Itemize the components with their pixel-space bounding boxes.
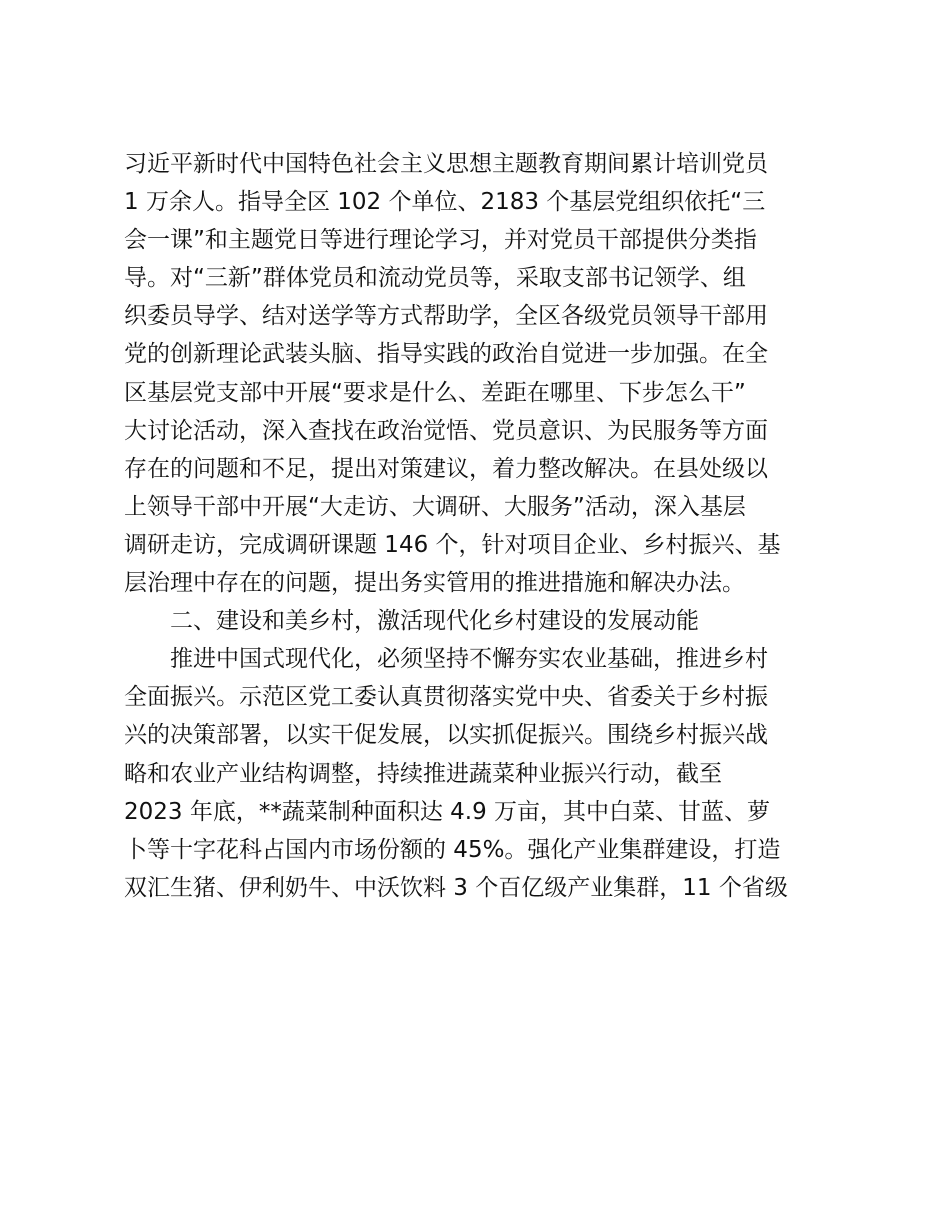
section-heading: 二、建设和美乡村，激活现代化乡村建设的发展动能 (170, 608, 699, 635)
text-line: 推进中国式现代化，必须坚持不懈夯实农业基础，推进乡村 (170, 646, 768, 673)
paragraph-party-training (124, 145, 844, 602)
text-line: 党的创新理论武装头脑、指导实践的政治自觉进一步加强。在全 (124, 341, 768, 368)
document-body (124, 145, 844, 907)
text-line: 略和农业产业结构调整，持续推进蔬菜种业振兴行动，截至 (124, 760, 722, 787)
text-line: 会一课”和主题党日等进行理论学习，并对党员干部提供分类指 (124, 227, 757, 254)
text-line: 习近平新时代中国特色社会主义思想主题教育期间累计培训党员 (124, 151, 768, 177)
text-line: 调研走访，完成调研课题 146 个，针对项目企业、乡村振兴、基 (124, 531, 781, 558)
text-line: 区基层党支部中开展“要求是什么、差距在哪里、下步怎么干” (124, 379, 746, 406)
text-line: 1 万余人。指导全区 102 个单位、2183 个基层党组织依托“三 (124, 189, 766, 216)
text-line: 卜等十字花科占国内市场份额的 45%。强化产业集群建设，打造 (124, 836, 781, 863)
text-line: 兴的决策部署，以实干促发展，以实抓促振兴。围绕乡村振兴战 (124, 722, 768, 749)
text-line: 大讨论活动，深入查找在政治觉悟、党员意识、为民服务等方面 (124, 417, 768, 444)
text-line: 上领导干部中开展“大走访、大调研、大服务”活动，深入基层 (124, 493, 746, 520)
text-line: 双汇生猪、伊利奶牛、中沃饮料 3 个百亿级产业集群，11 个省级 (124, 874, 788, 901)
text-line: 2023 年底，**蔬菜制种面积达 4.9 万亩，其中白菜、甘蓝、萝 (124, 798, 771, 825)
text-line: 导。对“三新”群体党员和流动党员等，采取支部书记领学、组 (124, 265, 746, 292)
text-line: 全面振兴。示范区党工委认真贯彻落实党中央、省委关于乡村振 (124, 684, 768, 711)
text-line: 层治理中存在的问题，提出务实管用的推进措施和解决办法。 (124, 570, 745, 597)
paragraph-rural-revitalization (124, 640, 844, 907)
text-line: 织委员导学、结对送学等方式帮助学，全区各级党员领导干部用 (124, 303, 768, 330)
text-line: 存在的问题和不足，提出对策建议，着力整改解决。在县处级以 (124, 455, 768, 482)
